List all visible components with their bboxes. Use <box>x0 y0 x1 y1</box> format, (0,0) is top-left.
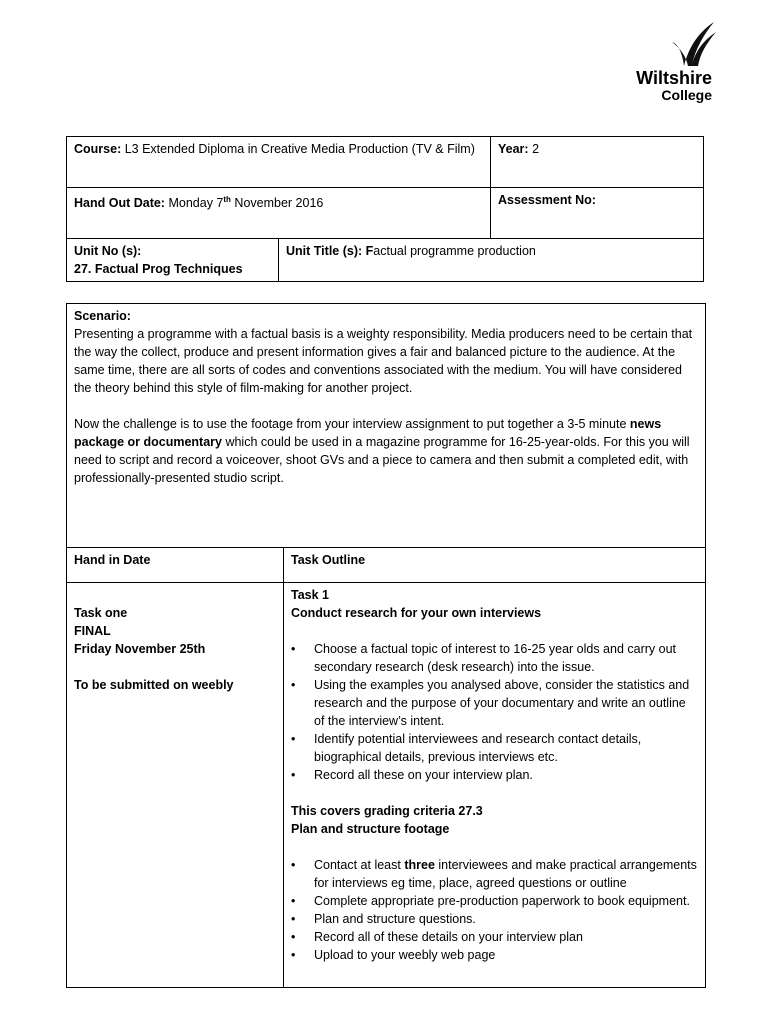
course-info-table <box>66 136 704 282</box>
scenario-label: Scenario: <box>74 309 131 323</box>
course-label: Course: <box>74 142 122 156</box>
list-item: • Identify potential interviewees and research contact details, biographical details, previous interviews etc. <box>291 730 698 766</box>
unit-title-value: Factual programme production <box>365 244 536 258</box>
unit-title-cell <box>279 239 704 282</box>
task-title: Conduct research for your own interviews <box>291 606 542 620</box>
plan-bullet-list <box>291 856 698 964</box>
course-value: L3 Extended Diploma in Creative Media Production (TV & Film) <box>124 142 475 156</box>
assessment-cell <box>491 188 704 239</box>
assignment-table <box>66 303 706 988</box>
list-item: • Record all these on your interview plan. <box>291 766 698 784</box>
plan-subtitle: Plan and structure footage <box>291 822 450 836</box>
year-cell <box>491 137 704 188</box>
college-logo <box>618 20 730 106</box>
year-label: Year: <box>498 142 529 156</box>
scenario-cell <box>67 304 706 548</box>
hand-in-status: FINAL <box>74 624 111 638</box>
scenario-paragraph-2: Now the challenge is to use the footage from your interview assignment to put together a 3-5 minute news package or documentary which could be used in a magazine programme for 16-25-year-olds. For this you will need to script and record a voiceover, shoot GVs and a piece to camera and then submit a completed edit, with professionally-presented studio script. <box>74 417 690 485</box>
year-value: 2 <box>532 142 540 156</box>
list-item: • Choose a factual topic of interest to 16-25 year olds and carry out secondary research (desk research) into the issue. <box>291 640 698 676</box>
logo-name: Wiltshire <box>636 68 712 88</box>
list-item: • Record all of these details on your interview plan <box>291 928 698 946</box>
unit-title-label: Unit Title (s): <box>286 244 363 258</box>
task-number: Task 1 <box>291 588 329 602</box>
unit-no-value: 27. Factual Prog Techniques <box>74 262 243 276</box>
unit-no-cell <box>67 239 279 282</box>
handout-label: Hand Out Date: <box>74 196 165 211</box>
hand-in-cell <box>67 583 284 988</box>
handout-cell <box>67 188 491 239</box>
handout-value: Monday 7th November 2016 <box>168 195 324 211</box>
list-item: • Upload to your weebly web page <box>291 946 698 964</box>
hand-in-task: Task one <box>74 606 128 620</box>
course-cell <box>67 137 491 188</box>
grading-criteria: This covers grading criteria 27.3 <box>291 804 483 818</box>
logo-subtitle: College <box>661 87 712 103</box>
hand-in-header: Hand in Date <box>67 548 284 583</box>
list-item: • Plan and structure questions. <box>291 910 698 928</box>
unit-no-label: Unit No (s): <box>74 244 142 258</box>
task-outline-header: Task Outline <box>284 548 706 583</box>
task-outline-cell <box>284 583 706 988</box>
list-item: • Using the examples you analysed above, consider the statistics and research and the purpose of your documentary and write an outline of the interview’s intent. <box>291 676 698 730</box>
list-item: • Complete appropriate pre-production paperwork to book equipment. <box>291 892 698 910</box>
list-item: • Contact at least three interviewees and make practical arrangements for interviews eg time, place, agreed questions or outline <box>291 856 698 892</box>
research-bullet-list <box>291 640 698 784</box>
hand-in-date: Friday November 25th <box>74 642 206 656</box>
logo-mark-icon <box>670 20 718 68</box>
hand-in-submit: To be submitted on weebly <box>74 678 234 692</box>
assessment-label: Assessment No: <box>498 193 596 207</box>
scenario-paragraph-1: Presenting a programme with a factual basis is a weighty responsibility. Media producers need to be certain that the way the collect, produce and present information gives a fair and balanced picture to the audience. At the same time, there are all sorts of codes and conventions associated with the medium. You will have considered the theory behind this style of film-making for another project. <box>74 327 693 395</box>
